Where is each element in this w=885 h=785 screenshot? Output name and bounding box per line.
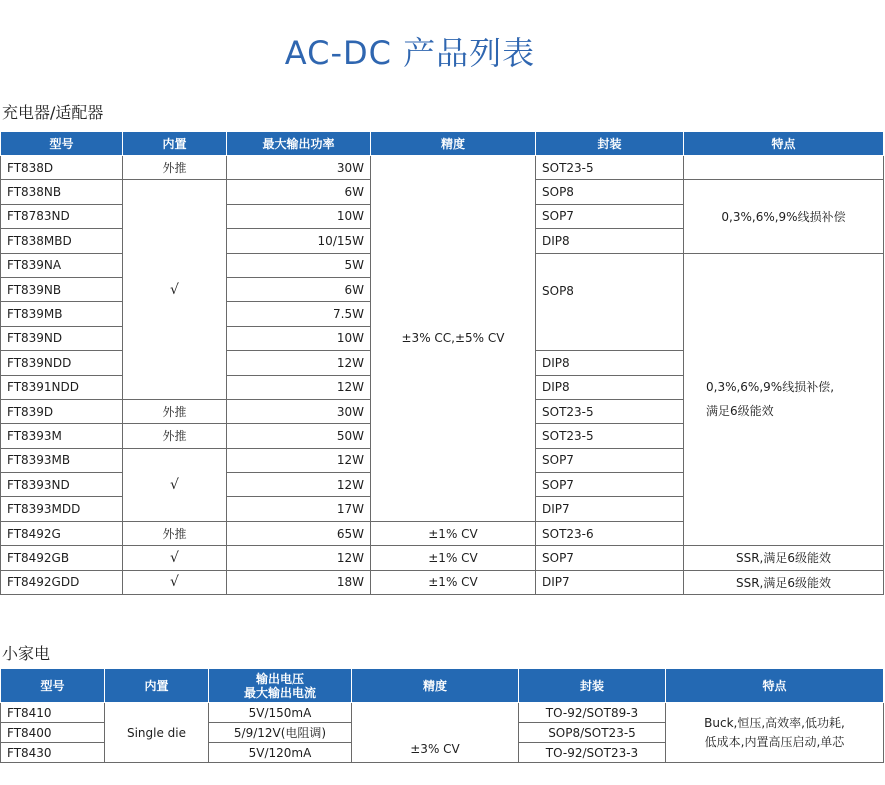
output-cell: 5V/120mA — [209, 743, 352, 763]
table-row — [1, 156, 884, 180]
check-mark-icon: √ — [170, 476, 179, 493]
package-cell: SOP7 — [536, 204, 684, 228]
feature-cell: 0,3%,6%,9%线损补偿 — [684, 180, 884, 253]
table-header-row — [1, 669, 884, 703]
power-cell: 65W — [227, 521, 371, 545]
package-cell: SOT23-6 — [536, 521, 684, 545]
header-builtin: 内置 — [105, 669, 209, 703]
model-cell: FT8492G — [1, 521, 123, 545]
builtin-check-cell: √ — [123, 546, 227, 570]
model-cell: FT838NB — [1, 180, 123, 204]
power-cell: 50W — [227, 424, 371, 448]
appliance-product-table — [0, 668, 884, 763]
model-cell: FT8400 — [1, 723, 105, 743]
header-package: 封装 — [536, 132, 684, 156]
feature-merged-cell — [684, 253, 884, 546]
model-cell: FT8783ND — [1, 204, 123, 228]
feature-cell: SSR,满足6级能效 — [684, 570, 884, 594]
model-cell: FT839ND — [1, 326, 123, 350]
power-cell: 30W — [227, 156, 371, 180]
package-cell: SOP8/SOT23-5 — [519, 723, 666, 743]
power-cell: 12W — [227, 375, 371, 399]
header-precision: 精度 — [371, 132, 536, 156]
feature-line: Buck,恒压,高效率,低功耗, — [704, 715, 845, 730]
section-title-appliances: 小家电 — [2, 644, 51, 663]
model-cell: FT839NDD — [1, 351, 123, 375]
builtin-check-cell — [123, 180, 227, 400]
model-cell: FT8393MB — [1, 448, 123, 472]
package-cell: SOT23-5 — [536, 399, 684, 423]
model-cell: FT8410 — [1, 703, 105, 723]
output-cell: 5/9/12V(电阻调) — [209, 723, 352, 743]
power-cell: 17W — [227, 497, 371, 521]
package-cell: DIP8 — [536, 351, 684, 375]
charger-product-table — [0, 131, 884, 595]
power-cell: 5W — [227, 253, 371, 277]
precision-cell: ±1% CV — [371, 570, 536, 594]
builtin-cell: 外推 — [123, 156, 227, 180]
package-cell: SOP8 — [536, 180, 684, 204]
model-cell: FT838MBD — [1, 229, 123, 253]
header-package: 封装 — [519, 669, 666, 703]
precision-merged-cell: ±3% CC,±5% CV — [371, 156, 536, 522]
model-cell: FT839NA — [1, 253, 123, 277]
precision-cell: ±1% CV — [371, 521, 536, 545]
header-max-power: 最大输出功率 — [227, 132, 371, 156]
header-model: 型号 — [1, 132, 123, 156]
package-cell: SOP7 — [536, 473, 684, 497]
model-cell: FT8393MDD — [1, 497, 123, 521]
power-cell: 30W — [227, 399, 371, 423]
header-output — [209, 669, 352, 703]
power-cell: 12W — [227, 473, 371, 497]
header-precision: 精度 — [352, 669, 519, 703]
builtin-check-cell — [123, 448, 227, 521]
model-cell: FT8492GDD — [1, 570, 123, 594]
header-model: 型号 — [1, 669, 105, 703]
header-builtin: 内置 — [123, 132, 227, 156]
package-cell: DIP8 — [536, 375, 684, 399]
check-mark-icon: √ — [170, 281, 179, 298]
section-title-chargers: 充电器/适配器 — [2, 103, 104, 122]
package-cell: SOP7 — [536, 546, 684, 570]
power-cell: 6W — [227, 180, 371, 204]
model-cell: FT8393M — [1, 424, 123, 448]
feature-cell: SSR,满足6级能效 — [684, 546, 884, 570]
power-cell: 12W — [227, 351, 371, 375]
builtin-cell: 外推 — [123, 521, 227, 545]
model-cell: FT839MB — [1, 302, 123, 326]
power-cell: 7.5W — [227, 302, 371, 326]
power-cell: 6W — [227, 277, 371, 301]
package-cell: DIP7 — [536, 570, 684, 594]
model-cell: FT8391NDD — [1, 375, 123, 399]
header-output-line: 输出电压 — [255, 671, 304, 686]
table-row — [1, 570, 884, 594]
model-cell: FT839D — [1, 399, 123, 423]
output-cell: 5V/150mA — [209, 703, 352, 723]
precision-merged-cell: ±3% CV — [352, 703, 519, 763]
package-merged-cell: SOP8 — [536, 253, 684, 351]
package-cell: TO-92/SOT23-3 — [519, 743, 666, 763]
feature-line: 0,3%,6%,9%线损补偿, — [706, 380, 835, 395]
table-row — [1, 546, 884, 570]
model-cell: FT8430 — [1, 743, 105, 763]
power-cell: 12W — [227, 546, 371, 570]
header-output-line: 最大输出电流 — [243, 685, 316, 700]
header-features: 特点 — [684, 132, 884, 156]
precision-cell: ±1% CV — [371, 546, 536, 570]
package-cell: DIP8 — [536, 229, 684, 253]
feature-merged-cell — [666, 703, 884, 763]
table-row — [1, 703, 884, 723]
model-cell: FT8492GB — [1, 546, 123, 570]
builtin-merged-cell: Single die — [105, 703, 209, 763]
model-cell: FT838D — [1, 156, 123, 180]
package-cell: SOT23-5 — [536, 424, 684, 448]
header-features: 特点 — [666, 669, 884, 703]
power-cell: 10/15W — [227, 229, 371, 253]
power-cell: 18W — [227, 570, 371, 594]
package-cell: TO-92/SOT89-3 — [519, 703, 666, 723]
power-cell: 10W — [227, 204, 371, 228]
builtin-cell: 外推 — [123, 399, 227, 423]
package-cell: DIP7 — [536, 497, 684, 521]
power-cell: 12W — [227, 448, 371, 472]
package-cell: SOT23-5 — [536, 156, 684, 180]
model-cell: FT8393ND — [1, 473, 123, 497]
builtin-cell: 外推 — [123, 424, 227, 448]
model-cell: FT839NB — [1, 277, 123, 301]
feature-blank-cell — [684, 156, 884, 180]
builtin-check-cell: √ — [123, 570, 227, 594]
feature-line: 满足6级能效 — [706, 404, 774, 419]
page-title: AC-DC 产品列表 — [284, 34, 536, 72]
package-cell: SOP7 — [536, 448, 684, 472]
table-header-row — [1, 132, 884, 156]
power-cell: 10W — [227, 326, 371, 350]
feature-line: 低成本,内置高压启动,单芯 — [704, 734, 845, 749]
